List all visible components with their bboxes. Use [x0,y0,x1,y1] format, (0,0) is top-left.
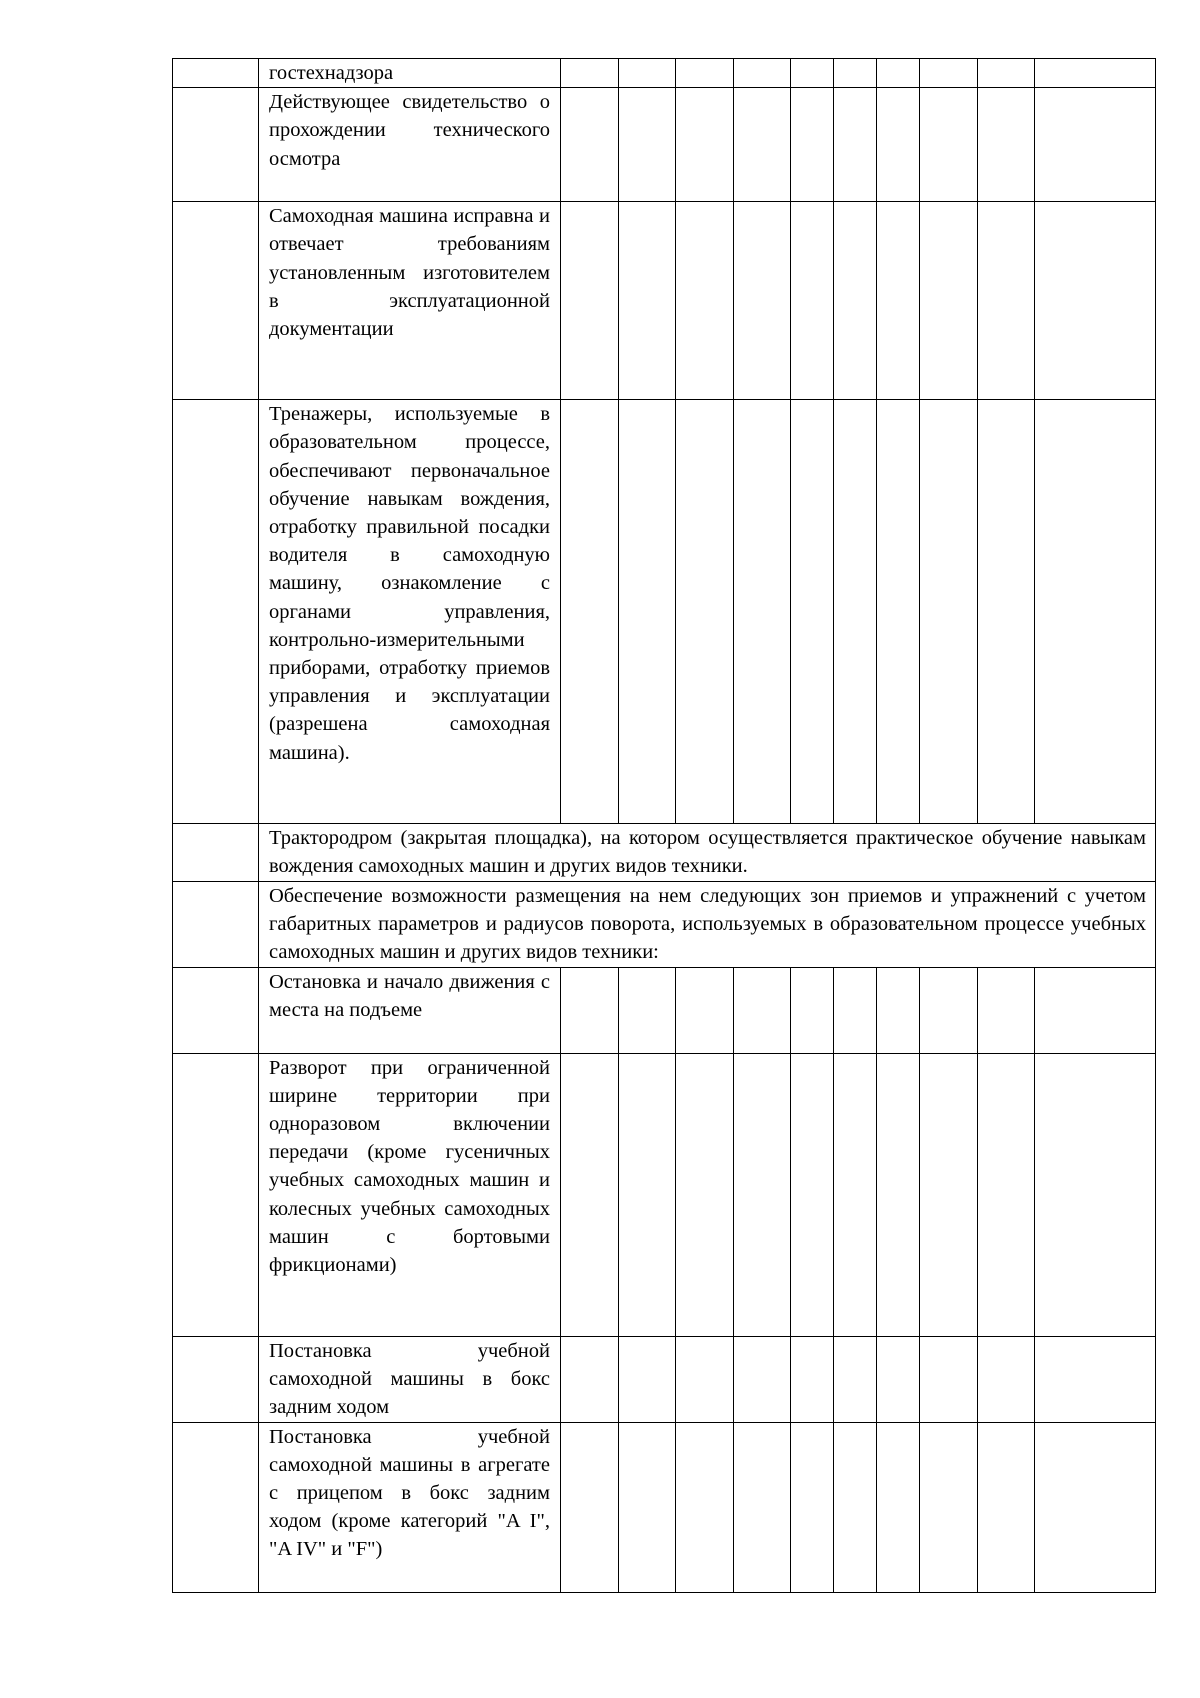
assessment-cell[interactable] [1035,59,1156,88]
assessment-cell[interactable] [561,1422,619,1592]
assessment-cell[interactable] [920,1053,978,1336]
assessment-cell[interactable] [791,400,834,824]
assessment-cell[interactable] [1035,967,1156,1053]
assessment-cell[interactable] [978,59,1035,88]
table-row [173,967,1156,1053]
assessment-cell[interactable] [834,88,877,202]
assessment-cell[interactable] [561,59,619,88]
assessment-cell[interactable] [561,400,619,824]
assessment-cell[interactable] [920,1422,978,1592]
assessment-cell[interactable] [561,967,619,1053]
assessment-cell[interactable] [676,202,734,400]
assessment-cell[interactable] [1035,202,1156,400]
table-row [173,1336,1156,1422]
assessment-cell[interactable] [834,967,877,1053]
requirement-text-cell: Самоходная машина исправна и отвечает требованиям установленным изготовителем в эксплуатационной документации [259,202,561,400]
assessment-cell[interactable] [619,1422,676,1592]
assessment-cell[interactable] [978,1422,1035,1592]
table-row [173,1053,1156,1336]
assessment-cell[interactable] [791,1336,834,1422]
assessment-cell[interactable] [834,202,877,400]
table-row [173,400,1156,824]
requirement-text-cell: Остановка и начало движения с места на подъеме [259,967,561,1053]
assessment-cell[interactable] [877,967,920,1053]
requirement-text-cell: Постановка учебной самоходной машины в бокс задним ходом [259,1336,561,1422]
assessment-cell[interactable] [920,59,978,88]
assessment-cell[interactable] [920,967,978,1053]
requirement-text-cell: Тренажеры, используемые в образовательном процессе, обеспечивают первоначальное обучение навыкам вождения, отработку правильной посадки водителя в самоходную машину, ознакомление с органами управления, контрольно-измерительными приборами, отработку приемов управления и эксплуатации (разрешена самоходная машина). [259,400,561,824]
assessment-cell[interactable] [676,1422,734,1592]
section-heading-cell: Трактородром (закрытая площадка), на котором осуществляется практическое обучение навыкам вождения самоходных машин и других видов техники. [259,824,1156,881]
requirement-text-cell: Разворот при ограниченной ширине территории при одноразовом включении передачи (кроме гусеничных учебных самоходных машин и колесных учебных самоходных машин с бортовыми фрикционами) [259,1053,561,1336]
section-row [173,881,1156,967]
assessment-cell[interactable] [734,967,791,1053]
assessment-cell[interactable] [734,88,791,202]
assessment-cell[interactable] [1035,1422,1156,1592]
assessment-cell[interactable] [877,1336,920,1422]
row-number-cell [173,400,259,824]
assessment-cell[interactable] [978,1336,1035,1422]
row-number-cell [173,59,259,88]
assessment-cell[interactable] [1035,1053,1156,1336]
table-row [173,1422,1156,1592]
requirements-table [172,58,1156,1593]
assessment-cell[interactable] [676,1336,734,1422]
assessment-cell[interactable] [978,400,1035,824]
assessment-cell[interactable] [619,88,676,202]
row-number-cell [173,824,259,881]
assessment-cell[interactable] [791,1422,834,1592]
assessment-cell[interactable] [619,400,676,824]
assessment-cell[interactable] [834,1336,877,1422]
assessment-cell[interactable] [561,88,619,202]
section-heading-cell: Обеспечение возможности размещения на нем следующих зон приемов и упражнений с учетом габаритных параметров и радиусов поворота, используемых в образовательном процессе учебных самоходных машин и других видов техники: [259,881,1156,967]
assessment-cell[interactable] [791,967,834,1053]
assessment-cell[interactable] [791,202,834,400]
assessment-cell[interactable] [978,88,1035,202]
assessment-cell[interactable] [561,1336,619,1422]
assessment-cell[interactable] [877,1422,920,1592]
table-row [173,59,1156,88]
assessment-cell[interactable] [877,1053,920,1336]
requirement-text-cell: гостехнадзора [259,59,561,88]
assessment-cell[interactable] [676,967,734,1053]
assessment-cell[interactable] [676,88,734,202]
assessment-cell[interactable] [978,1053,1035,1336]
assessment-cell[interactable] [791,1053,834,1336]
assessment-cell[interactable] [920,1336,978,1422]
assessment-cell[interactable] [619,59,676,88]
assessment-cell[interactable] [561,202,619,400]
assessment-cell[interactable] [734,1336,791,1422]
row-number-cell [173,1336,259,1422]
assessment-cell[interactable] [734,400,791,824]
row-number-cell [173,1422,259,1592]
assessment-cell[interactable] [834,400,877,824]
assessment-cell[interactable] [734,59,791,88]
assessment-cell[interactable] [676,59,734,88]
assessment-cell[interactable] [834,1422,877,1592]
assessment-cell[interactable] [877,202,920,400]
row-number-cell [173,967,259,1053]
assessment-cell[interactable] [1035,400,1156,824]
assessment-cell[interactable] [978,202,1035,400]
assessment-cell[interactable] [834,1053,877,1336]
requirement-text-cell: Постановка учебной самоходной машины в агрегате с прицепом в бокс задним ходом (кроме категорий "A I", "A IV" и "F") [259,1422,561,1592]
assessment-cell[interactable] [920,202,978,400]
assessment-cell[interactable] [1035,1336,1156,1422]
requirement-text-cell: Действующее свидетельство о прохождении технического осмотра [259,88,561,202]
table-row [173,202,1156,400]
assessment-cell[interactable] [920,88,978,202]
assessment-cell[interactable] [1035,88,1156,202]
assessment-cell[interactable] [734,1422,791,1592]
assessment-cell[interactable] [561,1053,619,1336]
assessment-cell[interactable] [676,400,734,824]
assessment-cell[interactable] [619,202,676,400]
assessment-cell[interactable] [619,1053,676,1336]
assessment-cell[interactable] [676,1053,734,1336]
table-row [173,88,1156,202]
section-row [173,824,1156,881]
row-number-cell [173,202,259,400]
assessment-cell[interactable] [791,59,834,88]
assessment-cell[interactable] [877,88,920,202]
assessment-cell[interactable] [619,967,676,1053]
assessment-cell[interactable] [834,59,877,88]
row-number-cell [173,881,259,967]
assessment-cell[interactable] [734,1053,791,1336]
assessment-cell[interactable] [791,88,834,202]
row-number-cell [173,1053,259,1336]
assessment-cell[interactable] [734,202,791,400]
assessment-cell[interactable] [920,400,978,824]
assessment-cell[interactable] [978,967,1035,1053]
assessment-cell[interactable] [877,400,920,824]
assessment-cell[interactable] [877,59,920,88]
table-body [173,59,1156,1593]
row-number-cell [173,88,259,202]
assessment-cell[interactable] [619,1336,676,1422]
